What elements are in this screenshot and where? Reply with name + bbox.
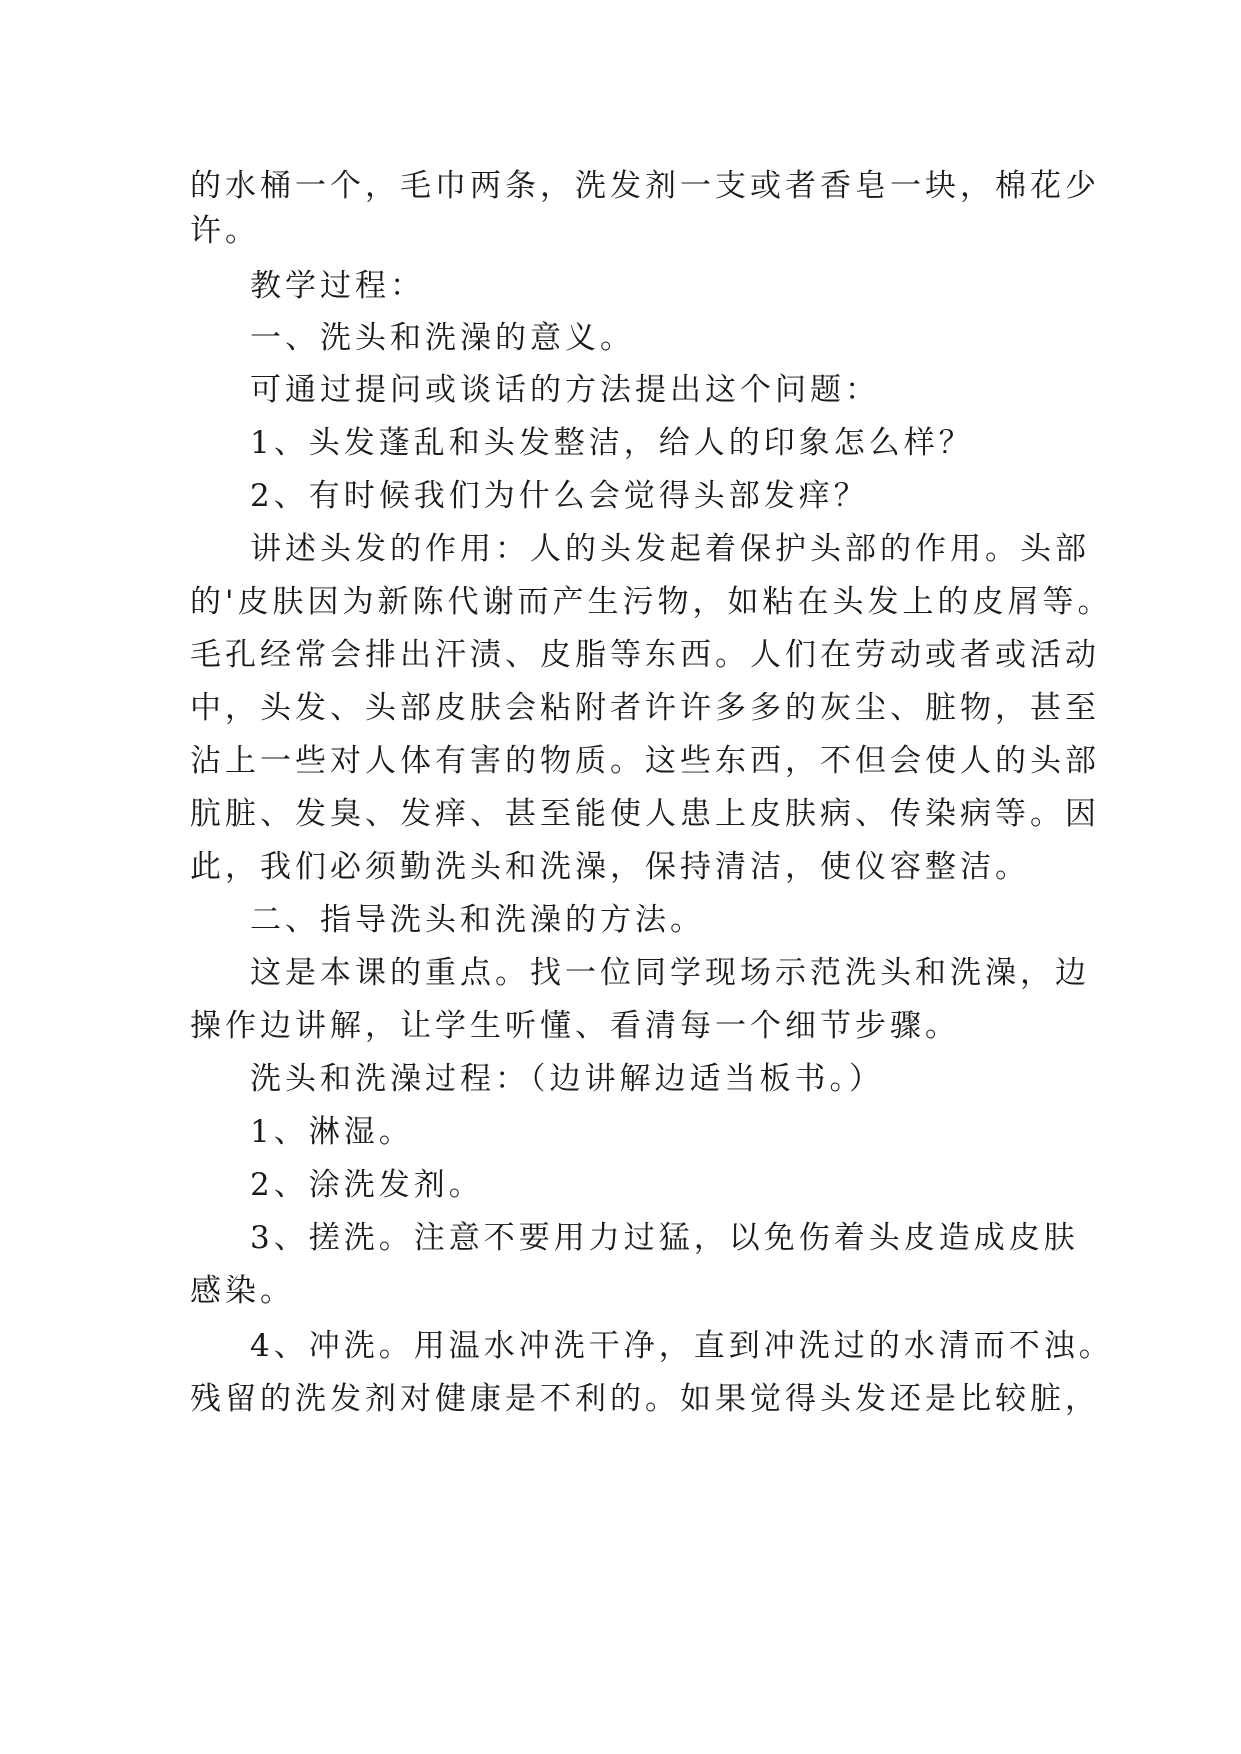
body-line: 残留的洗发剂对健康是不利的。如果觉得头发还是比较脏， xyxy=(190,1381,1100,1417)
body-line: 许。 xyxy=(190,213,260,249)
body-line: 感染。 xyxy=(190,1273,295,1309)
section-heading: 二、指导洗头和洗澡的方法。 xyxy=(250,902,705,938)
body-line: 中，头发、头部皮肤会粘附者许许多多的灰尘、脏物，甚至 xyxy=(190,690,1100,726)
list-item: 4、冲洗。用温水冲洗干净，直到冲洗过的水清而不浊。 xyxy=(250,1328,1114,1364)
list-item: 2、涂洗发剂。 xyxy=(250,1167,484,1203)
body-line: 的'皮肤因为新陈代谢而产生污物，如粘在头发上的皮屑等。 xyxy=(190,584,1113,620)
body-line: 此，我们必须勤洗头和洗澡，保持清洁，使仪容整洁。 xyxy=(190,849,1030,885)
body-line: 的水桶一个，毛巾两条，洗发剂一支或者香皂一块，棉花少 xyxy=(190,168,1100,204)
section-label: 教学过程： xyxy=(250,268,425,304)
body-line: 洗头和洗澡过程：（边讲解边适当板书。） xyxy=(250,1061,884,1097)
body-line: 毛孔经常会排出汗渍、皮脂等东西。人们在劳动或者或活动 xyxy=(190,637,1100,673)
body-line: 操作边讲解，让学生听懂、看清每一个细节步骤。 xyxy=(190,1008,960,1044)
section-heading: 一、洗头和洗澡的意义。 xyxy=(250,320,635,356)
list-item: 2、有时候我们为什么会觉得头部发痒？ xyxy=(250,478,869,514)
list-item: 1、头发蓬乱和头发整洁，给人的印象怎么样？ xyxy=(250,425,974,461)
body-line: 可通过提问或谈话的方法提出这个问题： xyxy=(250,372,880,408)
list-item: 1、淋湿。 xyxy=(250,1114,414,1150)
body-line: 讲述头发的作用：人的头发起着保护头部的作用。头部 xyxy=(250,531,1090,567)
body-line: 这是本课的重点。找一位同学现场示范洗头和洗澡，边 xyxy=(250,955,1090,991)
body-line: 肮脏、发臭、发痒、甚至能使人患上皮肤病、传染病等。因 xyxy=(190,796,1100,832)
body-line: 沾上一些对人体有害的物质。这些东西，不但会使人的头部 xyxy=(190,743,1100,779)
list-item: 3、搓洗。注意不要用力过猛，以免伤着头皮造成皮肤 xyxy=(250,1220,1079,1256)
